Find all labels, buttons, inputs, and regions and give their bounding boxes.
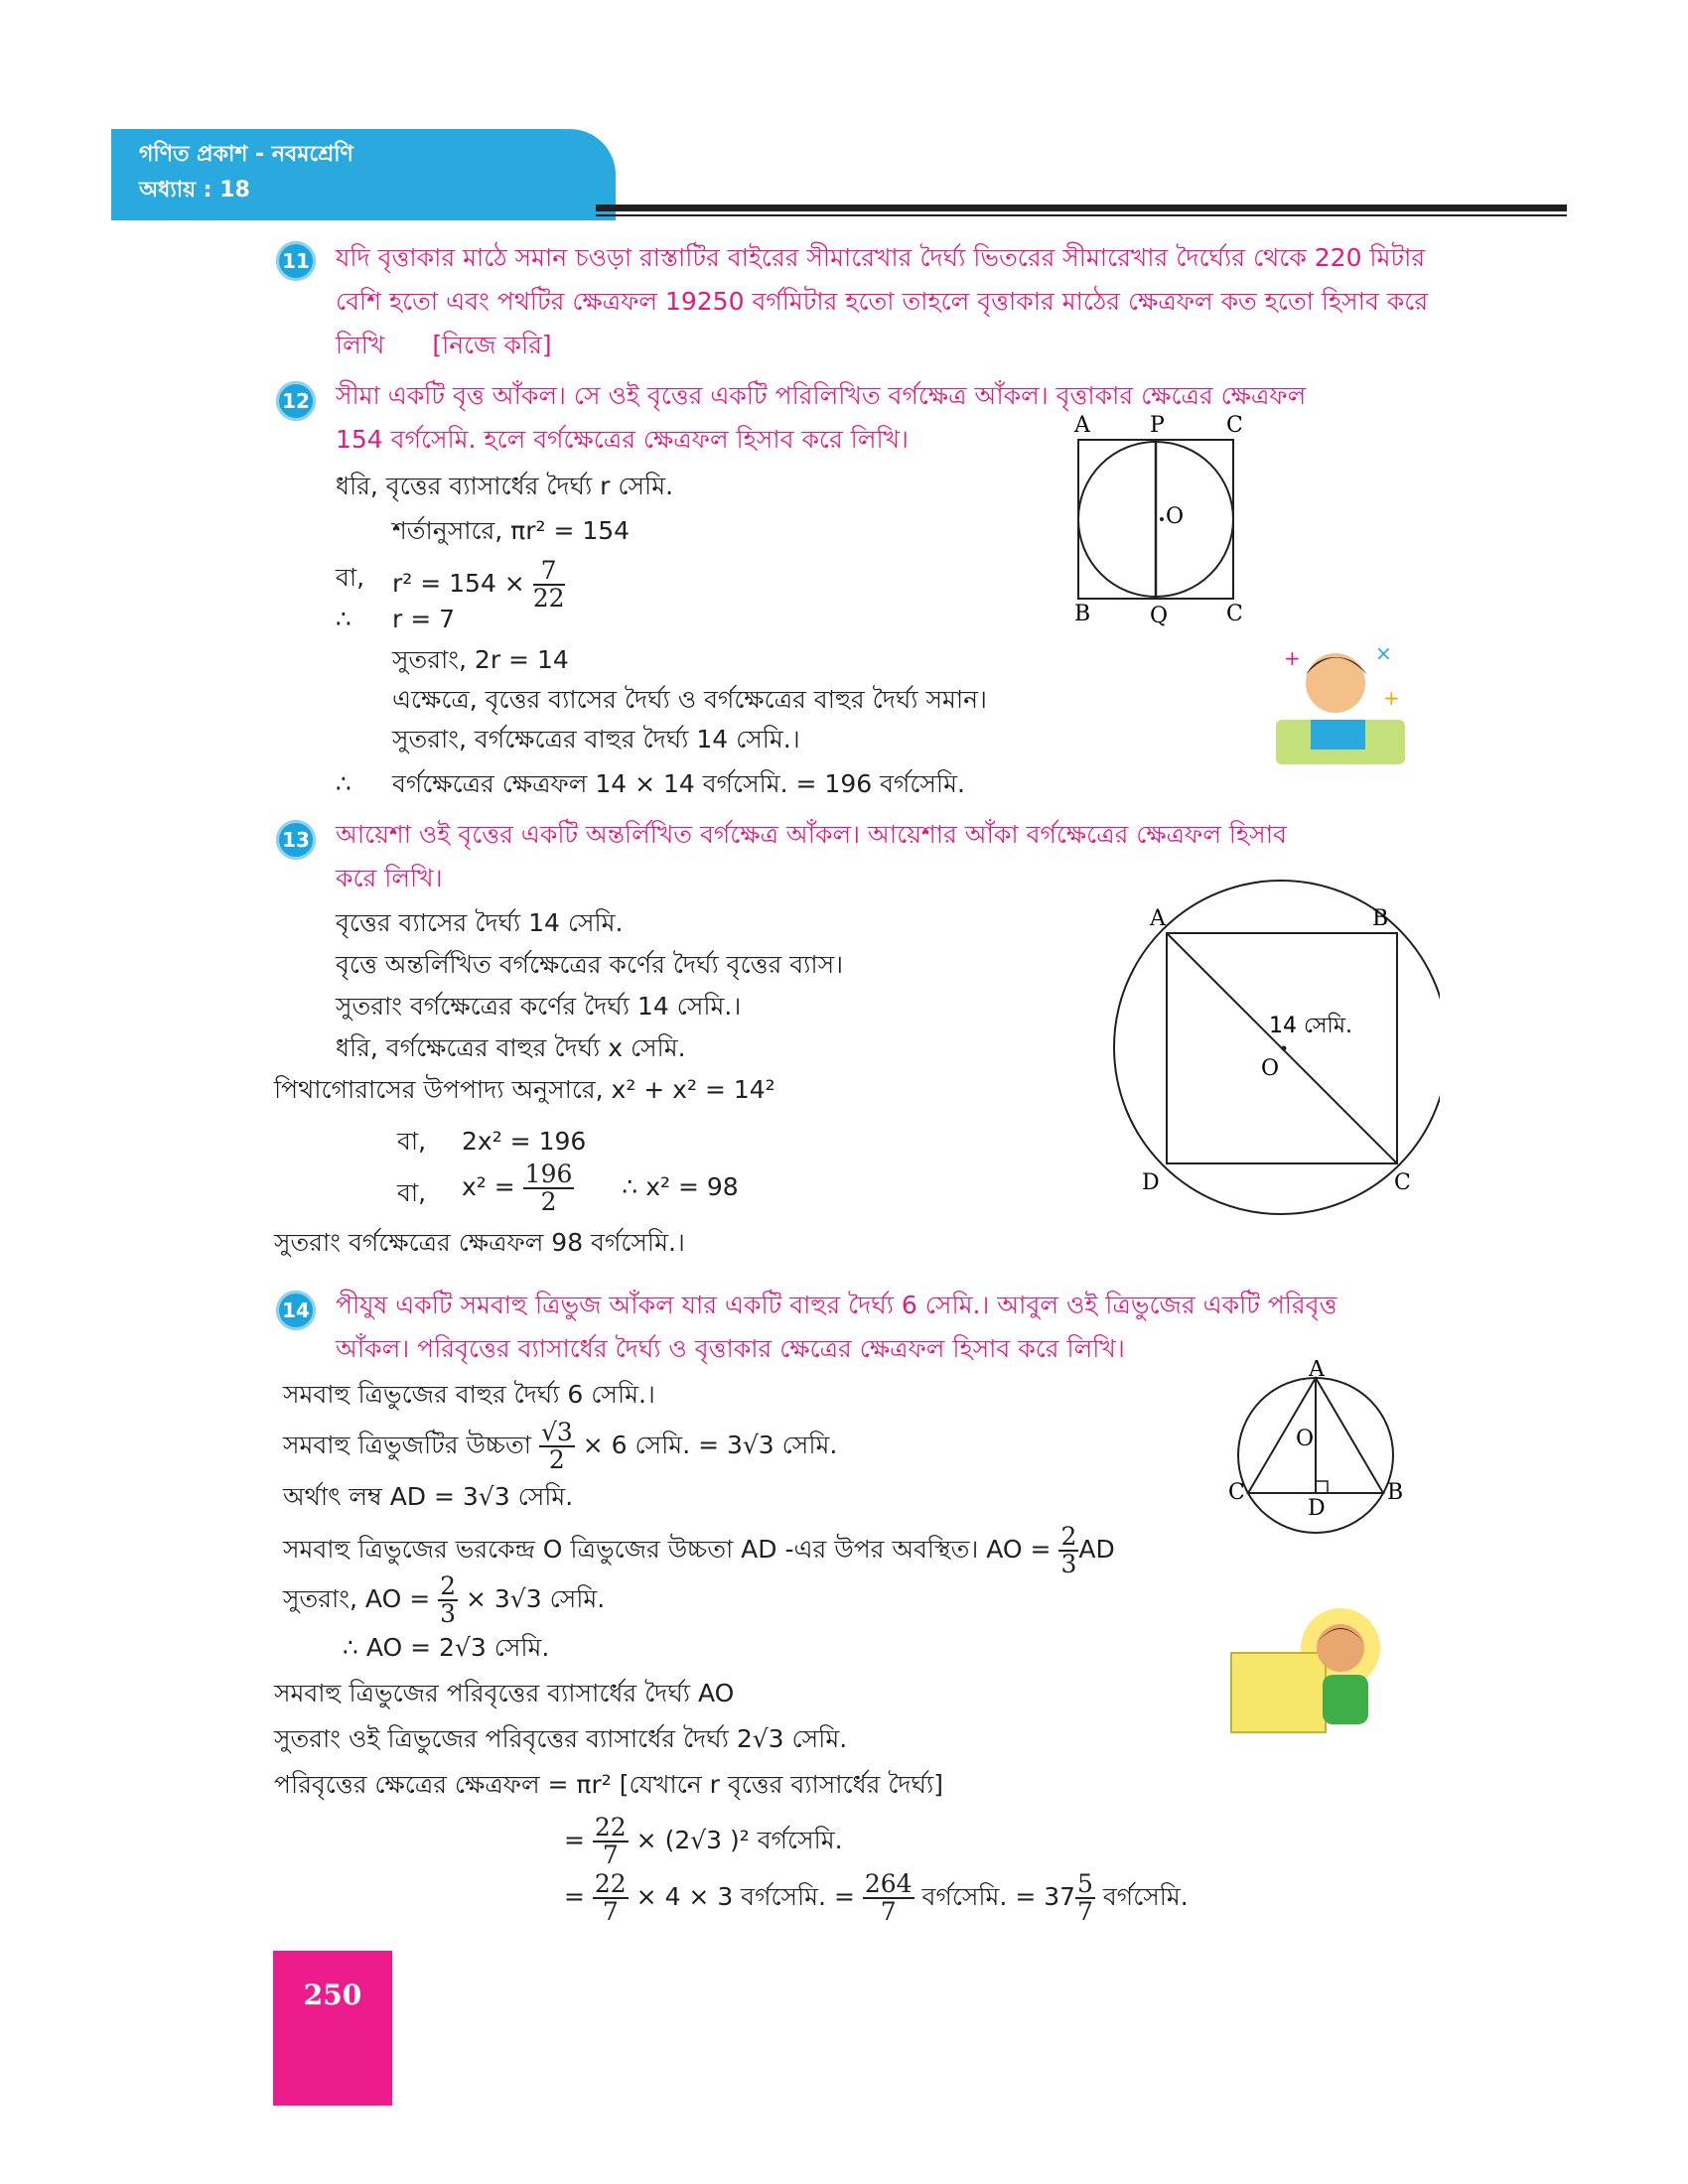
q12-result: বর্গক্ষেত্রের ক্ষেত্রফল 14 × 14 বর্গসেমি. = 196 বর্গসেমি. [392,769,965,798]
q12-step-3-expr: r² = 154 × [392,569,525,598]
label-o: O [1261,1056,1280,1081]
plus-icon: + [1383,686,1400,710]
therefore-symbol: ∴ [336,769,352,798]
fraction-numerator: 22 [594,1869,627,1898]
q14-step-4 [283,1524,1115,1577]
q14-step-11 [564,1871,1189,1925]
fraction-denominator: 7 [602,1897,619,1926]
fraction-denominator: 3 [1060,1550,1077,1578]
q14-step-5-expr: × 3√3 সেমি. [465,1584,606,1613]
question-12-line2: 154 বর্গসেমি. হলে বর্গক্ষেত্রের ক্ষেত্রফল হিসাব করে লিখি। [336,425,909,454]
question-number-13: 13 [276,820,316,860]
q14-step-11-expr: × 4 × 3 বর্গসেমি. = [635,1882,855,1911]
fraction-numerator: 7 [533,558,565,586]
q13-step-6: 2x² = 196 [462,1127,587,1156]
q14-step-8: সুতরাং ওই ত্রিভুজের পরিবৃত্তের ব্যাসার্ধের দৈর্ঘ্য 2√3 সেমি. [274,1724,848,1753]
label-a: A [1309,1360,1325,1382]
header-rule-thin [596,214,1567,216]
fraction-22-7 [593,1871,629,1925]
question-14-line2: আঁকল। পরিবৃত্তের ব্যাসার্ধের দৈর্ঘ্য ও বৃত্তাকার ক্ষেত্রের ক্ষেত্রফল হিসাব করে লিখি। [336,1334,1125,1363]
fraction-denominator: 7 [880,1897,897,1926]
book-title: গণিত প্রকাশ - নবমশ্রেণি [139,142,353,167]
times-icon: × [1375,641,1392,665]
child-holding-board-illustration [1211,1603,1410,1742]
plus-icon: + [1284,646,1301,670]
face-shape [1306,653,1365,713]
face-shape [1317,1624,1364,1672]
q14-step-10-expr: × (2√3 )² বর্গসেমি. [635,1826,843,1854]
fraction-7-22 [533,558,565,612]
label-b: B [1387,1480,1404,1505]
circumscribed-square-diagram [1062,412,1261,635]
fraction-numerator: 5 [1077,1869,1093,1898]
fraction-denominator: 7 [1077,1897,1093,1926]
question-12-line1: সীমা একটি বৃত্ত আঁকল। সে ওই বৃত্তের একটি পরিলিখিত বর্গক্ষেত্র আঁকল। বৃত্তাকার ক্ষেত্রের ক্ষেত্রফল [336,381,1307,410]
q13-step-6-label: বা, [397,1127,427,1156]
label-a: A [1150,906,1166,931]
chapter-number: অধ্যায় : 18 [139,178,250,203]
equilateral-triangle-circumcircle-diagram [1216,1360,1415,1539]
q14-step-6: ∴ AO = 2√3 সেমি. [343,1633,550,1662]
header-rule [596,205,1567,211]
q14-step-4-ad: AD [1078,1535,1115,1564]
fraction-numerator: 2 [440,1571,457,1600]
label-c: C [1228,1480,1245,1505]
label-o: O [1166,504,1185,529]
q14-step-9: পরিবৃত্তের ক্ষেত্রের ক্ষেত্রফল = πr² [যেখানে r বৃত্তের ব্যাসার্ধের দৈর্ঘ্য] [274,1770,943,1799]
q14-step-11-unit: বর্গসেমি. [1102,1882,1189,1911]
question-11-body: যদি বৃত্তাকার মাঠে সমান চওড়া রাস্তাটির বাইরের সীমারেখার দৈর্ঘ্য ভিতরের সীমারেখার দৈর্ঘ্যের থেকে 220 মিটার বেশি হতো এবং পথটির ক্ষেত্রফল 19250 বর্গমিটার হতো তাহলে বৃত্তাকার মাঠের ক্ষেত্রফল কত হতো হিসাব করে লিখি [336,243,1429,359]
q12-step-7: সুতরাং, বর্গক্ষেত্রের বাহুর দৈর্ঘ্য 14 সেমি.। [392,725,800,753]
fraction-264-7 [863,1871,914,1925]
q12-step-2: শর্তানুসারে, πr² = 154 [392,516,631,545]
therefore-symbol: ∴ [336,605,352,633]
q13-step-2: বৃত্তে অন্তর্লিখিত বর্গক্ষেত্রের কর্ণের দৈর্ঘ্য বৃত্তের ব্যাস। [336,950,844,979]
page-number-tab [273,1951,392,2106]
inscribed-square-diagram [1072,874,1440,1231]
self-practice-tag: [নিজে করি] [432,331,552,359]
q13-step-7 [462,1161,739,1215]
q13-step-7-expr: x² = [462,1172,515,1201]
q14-step-4-text: সমবাহু ত্রিভুজের ভরকেন্দ্র O ত্রিভুজের উচ্চতা AD -এর উপর অবস্থিত। AO = [283,1535,1052,1564]
right-angle-mark [1316,1481,1328,1493]
label-d: D [1142,1170,1160,1195]
question-13-line1: আয়েশা ওই বৃত্তের একটি অন্তর্লিখিত বর্গক্ষেত্র আঁকল। আয়েশার আঁকা বর্গক্ষেত্রের ক্ষেত্রফল হিসাব [336,820,1287,849]
board-shape [1231,1653,1326,1732]
question-number-11: 11 [276,241,316,281]
q14-step-2-expr: × 6 সেমি. = 3√3 সেমি. [582,1431,838,1459]
label-c-bottom: C [1226,602,1243,626]
q14-step-2 [283,1420,837,1473]
fraction-sqrt3-2 [539,1420,575,1473]
book-shape [1311,720,1365,750]
q13-step-3: সুতরাং বর্গক্ষেত্রের কর্ণের দৈর্ঘ্য 14 সেমি.। [336,992,742,1021]
q13-step-1: বৃত্তের ব্যাসের দৈর্ঘ্য 14 সেমি. [336,908,624,937]
shirt-shape [1323,1675,1368,1724]
q14-step-11-mid: বর্গসেমি. = 37 [921,1882,1076,1911]
question-11-text [336,236,1448,367]
q13-step-4: ধরি, বর্গক্ষেত্রের বাহুর দৈর্ঘ্য x সেমি. [336,1033,686,1062]
fraction-numerator: √3 [540,1418,573,1446]
q14-step-5-label: সুতরাং, AO = [283,1584,431,1613]
label-c-top: C [1226,413,1243,438]
page-number: 250 [303,1979,362,2011]
fraction-numerator: 196 [524,1160,573,1188]
q12-step-5: সুতরাং, 2r = 14 [392,645,569,674]
fraction-2-3 [438,1573,458,1627]
label-o: O [1296,1427,1315,1451]
question-number-12: 12 [276,381,316,421]
question-14-line1: পীযুষ একটি সমবাহু ত্রিভুজ আঁকল যার একটি বাহুর দৈর্ঘ্য 6 সেমি.। আবুল ওই ত্রিভুজের একটি পরিবৃত্ত [336,1291,1337,1319]
label-d: D [1308,1496,1326,1521]
fraction-denominator: 7 [602,1841,619,1869]
fraction-2-3 [1058,1524,1078,1577]
fraction-196-2 [523,1161,575,1215]
fraction-denominator: 22 [532,584,565,613]
q14-step-1: সমবাহু ত্রিভুজের বাহুর দৈর্ঘ্য 6 সেমি.। [283,1380,655,1409]
q14-step-10 [564,1815,843,1868]
q14-step-7: সমবাহু ত্রিভুজের পরিবৃত্তের ব্যাসার্ধের দৈর্ঘ্য AO [274,1679,735,1707]
fraction-5-7 [1075,1871,1095,1925]
q12-step-6: এক্ষেত্রে, বৃত্তের ব্যাসের দৈর্ঘ্য ও বর্গক্ষেত্রের বাহুর দৈর্ঘ্য সমান। [392,685,987,714]
q13-step-7-label: বা, [397,1178,427,1207]
q13-step-7-result: ∴ x² = 98 [622,1172,739,1201]
q13-result: সুতরাং বর্গক্ষেত্রের ক্ষেত্রফল 98 বর্গসেমি.। [274,1228,685,1257]
fraction-22-7 [593,1815,629,1868]
label-a: A [1074,413,1090,438]
label-p: P [1150,413,1165,438]
center-point [1160,517,1164,521]
fraction-numerator: 2 [1060,1522,1077,1551]
studying-child-illustration [1276,635,1405,764]
fraction-denominator: 3 [440,1599,457,1628]
question-13-line2: করে লিখি। [336,864,443,892]
q12-step-1: ধরি, বৃত্তের ব্যাসার্ধের দৈর্ঘ্য r সেমি. [336,472,674,500]
fraction-denominator: 2 [540,1187,557,1216]
diagonal-length: 14 সেমি. [1269,1014,1352,1038]
fraction-denominator: 2 [548,1445,565,1474]
equals-sign: = [564,1826,585,1854]
label-c: C [1394,1170,1411,1195]
q14-step-5 [283,1573,605,1627]
equals-sign: = [564,1882,585,1911]
q12-step-4: r = 7 [392,605,456,633]
label-b: B [1372,906,1389,931]
q13-step-5: পিথাগোরাসের উপপাদ্য অনুসারে, x² + x² = 14² [274,1075,775,1104]
center-point [1282,1046,1287,1051]
q12-step-3-label: বা, [336,563,365,592]
label-b: B [1074,602,1091,626]
q14-step-3: অর্থাৎ লম্ব AD = 3√3 সেমি. [283,1482,574,1511]
q14-step-2-label: সমবাহু ত্রিভুজটির উচ্চতা [283,1431,531,1459]
question-number-14: 14 [276,1291,316,1330]
fraction-numerator: 264 [864,1869,913,1898]
fraction-numerator: 22 [594,1813,627,1842]
label-q: Q [1150,604,1169,628]
